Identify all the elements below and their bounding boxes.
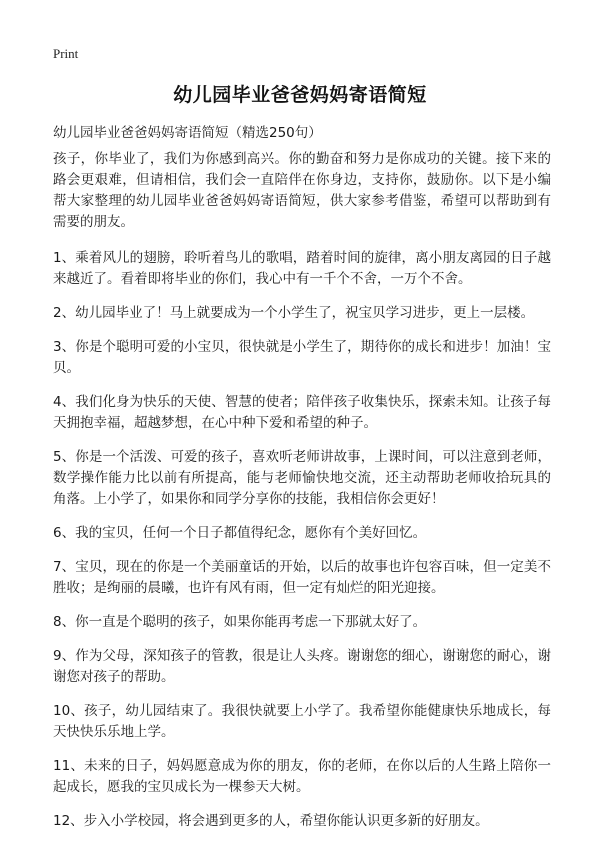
page-title: 幼儿园毕业爸爸妈妈寄语简短 [173, 84, 427, 106]
message-item: 4、我们化身为快乐的天使、智慧的使者；陪伴孩子收集快乐，探索未知。让孩子每天拥抱幸福，超越梦想，在心中种下爱和希望的种子。 [53, 394, 551, 431]
message-item: 8、你一直是个聪明的孩子，如果你能再考虑一下那就太好了。 [53, 614, 427, 630]
message-item: 12、步入小学校园，将会遇到更多的人，希望你能认识更多新的好朋友。 [53, 813, 489, 829]
message-item: 10、孩子，幼儿园结束了。我很快就要上小学了。我希望你能健康快乐地成长，每天快快乐乐地上学。 [53, 703, 551, 740]
print-link[interactable]: Print [53, 46, 79, 61]
message-item: 2、幼儿园毕业了！马上就要成为一个小学生了，祝宝贝学习进步，更上一层楼。 [53, 305, 535, 321]
document-subtitle: 幼儿园毕业爸爸妈妈寄语简短（精选250句） [53, 125, 322, 141]
message-item: 3、你是个聪明可爱的小宝贝，很快就是小学生了，期待你的成长和进步！加油！宝贝。 [53, 339, 551, 376]
message-item: 7、宝贝，现在的你是一个美丽童话的开始，以后的故事也许包容百味，但一定美不胜收；是绚丽的晨曦，也许有风有雨，但一定有灿烂的阳光迎接。 [53, 559, 551, 596]
message-item: 11、未来的日子，妈妈愿意成为你的朋友，你的老师，在你以后的人生路上陪你一起成长，愿我的宝贝成长为一棵参天大树。 [53, 758, 551, 795]
document-body [53, 149, 551, 845]
message-item: 9、作为父母，深知孩子的管教，很是让人头疼。谢谢您的细心，谢谢您的耐心，谢谢您对孩子的帮助。 [53, 648, 551, 685]
message-item: 1、乘着风儿的翅膀，聆听着鸟儿的歌唱，踏着时间的旋律，离小朋友离园的日子越来越近了。看着即将毕业的你们，我心中有一千个不舍，一万个不舍。 [53, 250, 551, 287]
message-item: 5、你是一个活泼、可爱的孩子，喜欢听老师讲故事，上课时间，可以注意到老师，数学操作能力比以前有所提高，能与老师愉快地交流，还主动帮助老师收拾玩具的角落。上小学了，如果你和同学分享你的技能，我相信你会更好！ [53, 449, 551, 507]
intro-paragraph: 孩子，你毕业了，我们为你感到高兴。你的勤奋和努力是你成功的关键。接下来的路会更艰难，但请相信，我们会一直陪伴在你身边，支持你，鼓励你。以下是小编帮大家整理的幼儿园毕业爸爸妈妈寄语简短，供大家参考借鉴，希望可以帮助到有需要的朋友。 [53, 151, 551, 230]
message-item: 6、我的宝贝，任何一个日子都值得纪念，愿你有个美好回忆。 [53, 525, 427, 541]
